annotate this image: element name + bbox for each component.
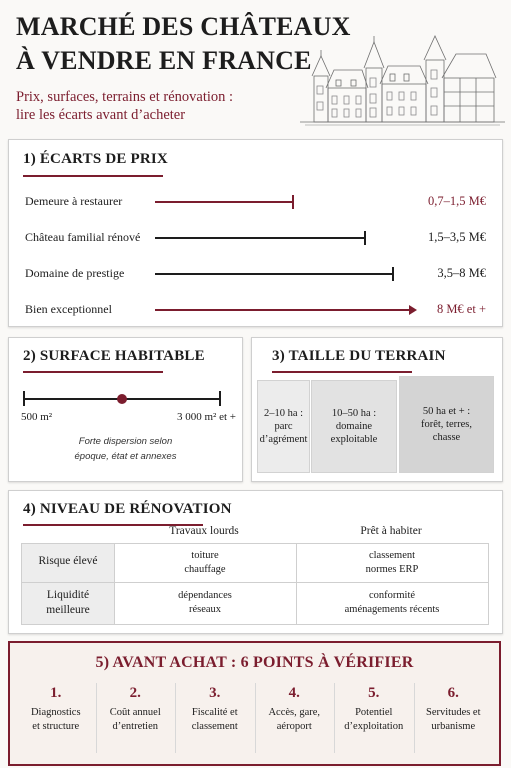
- price-range-end-tick: [392, 267, 394, 281]
- renovation-title: 4) NIVEAU DE RÉNOVATION: [23, 501, 232, 517]
- step-text-line: classement: [191, 721, 238, 732]
- col-ready-header: Prêt à habiter: [360, 525, 422, 537]
- land-size-title: 3) TAILLE DU TERRAIN: [272, 348, 446, 364]
- price-row-value: 3,5–8 M€: [437, 266, 486, 280]
- price-row-label: Demeure à restaurer: [25, 194, 123, 208]
- land-box-large-line-3: chasse: [432, 432, 461, 443]
- step-text-line: Potentiel: [355, 707, 393, 718]
- cell-line: aménagements récents: [344, 604, 440, 615]
- checklist-step: [414, 683, 494, 759]
- cell-line: dépendances: [178, 590, 232, 601]
- label-line: meilleure: [46, 604, 90, 616]
- price-row-value: 8 M€ et +: [436, 302, 486, 316]
- row-risk-label: Risque élevé: [38, 555, 98, 567]
- step-text-line: d’entretien: [112, 721, 158, 732]
- area-min-label: 500 m²: [21, 411, 53, 423]
- land-box-small-line-3: d’agrément: [259, 434, 308, 445]
- arrow-head-icon: [409, 305, 417, 315]
- land-box-medium-line-2: domaine: [335, 421, 373, 432]
- checklist-step: [175, 683, 255, 759]
- step-text: [414, 706, 494, 734]
- area-note-line-1: Forte dispersion selon: [78, 436, 173, 447]
- land-box-small-line-2: parc: [274, 421, 293, 432]
- subtitle-line-2: lire les écarts avant d’acheter: [16, 107, 186, 123]
- price-row: [9, 228, 502, 248]
- label-line: Liquidité: [46, 589, 90, 601]
- cell-line: conformité: [368, 590, 416, 601]
- subtitle-line-1: Prix, surfaces, terrains et rénovation :: [16, 89, 234, 105]
- price-range-end-tick: [292, 195, 294, 209]
- checklist-step: [16, 683, 96, 759]
- living-area-panel: [8, 337, 243, 482]
- land-box-medium-line-3: exploitable: [330, 434, 378, 445]
- cell-line: toiture: [191, 550, 219, 561]
- title-underline: [23, 371, 163, 373]
- step-text: [334, 706, 414, 734]
- checklist-steps: [16, 683, 493, 759]
- land-size-panel: [251, 337, 503, 482]
- row-risk: [22, 544, 488, 583]
- land-box-medium-line-1: 10–50 ha :: [331, 408, 377, 419]
- title-underline: [23, 175, 163, 177]
- row-liquidity: [22, 583, 488, 624]
- table-col-divider: [296, 544, 297, 624]
- step-text-line: d’exploitation: [344, 721, 404, 732]
- step-number: 2.: [129, 685, 141, 701]
- step-text: [255, 706, 335, 734]
- table-col-divider: [114, 544, 115, 624]
- price-range-bar: [155, 201, 293, 203]
- area-marker-dot: [117, 394, 127, 404]
- price-gaps-panel: [8, 139, 503, 327]
- living-area-title: 2) SURFACE HABITABLE: [23, 348, 205, 364]
- step-text-line: Diagnostics: [30, 707, 81, 718]
- price-range-bar: [155, 237, 365, 239]
- step-text-line: Accès, gare,: [268, 707, 321, 718]
- land-box-small-line-1: 2–10 ha :: [263, 408, 304, 419]
- checklist-step: [96, 683, 176, 759]
- cell-line: réseaux: [188, 604, 222, 615]
- price-row-label: Château familial rénové: [25, 230, 141, 244]
- title-underline: [272, 371, 412, 373]
- area-scale-tick-left: [23, 391, 25, 406]
- land-box-large-line-2: forêt, terres,: [420, 419, 472, 430]
- land-box-large: [399, 376, 494, 473]
- area-note: [9, 434, 242, 464]
- area-max-label: 3 000 m² et +: [177, 411, 236, 423]
- checklist-panel: [8, 641, 501, 766]
- checklist-step: [255, 683, 335, 759]
- step-text-line: et structure: [32, 721, 80, 732]
- cell-line: classement: [368, 550, 416, 561]
- step-number: 6.: [447, 685, 459, 701]
- step-text-line: Fiscalité et: [191, 707, 238, 718]
- step-text: [16, 706, 96, 734]
- row-liquidity-heavy: [114, 589, 296, 617]
- step-text: [96, 706, 176, 734]
- checklist-title: 5) AVANT ACHAT : 6 POINTS À VÉRIFIER: [95, 654, 414, 671]
- title-line-1: MARCHÉ DES CHÂTEAUX: [16, 12, 351, 41]
- step-text-line: aéroport: [276, 721, 312, 732]
- step-number: 5.: [368, 685, 380, 701]
- step-number: 4.: [288, 685, 300, 701]
- price-row-label: Bien exceptionnel: [25, 302, 112, 316]
- land-box-small: [257, 380, 310, 473]
- step-text-line: urbanisme: [431, 721, 476, 732]
- col-heavy-works-header: Travaux lourds: [169, 525, 239, 537]
- step-text-line: Coût annuel: [109, 707, 161, 718]
- cell-line: chauffage: [184, 564, 226, 575]
- price-row: [9, 300, 502, 320]
- land-box-medium: [311, 380, 397, 473]
- row-liquidity-ready: [296, 589, 488, 617]
- row-risk-heavy: [114, 549, 296, 577]
- price-range-bar: [155, 273, 393, 275]
- step-number: 1.: [50, 685, 62, 701]
- land-box-large-line-1: 50 ha et + :: [422, 406, 471, 417]
- price-range-bar: [155, 309, 411, 311]
- price-row: [9, 264, 502, 284]
- renovation-table: [21, 543, 489, 625]
- price-row-value: 1,5–3,5 M€: [428, 230, 486, 244]
- renovation-panel: [8, 490, 503, 634]
- area-scale-tick-right: [219, 391, 221, 406]
- step-text: [175, 706, 255, 734]
- row-risk-ready: [296, 549, 488, 577]
- checklist-step: [334, 683, 414, 759]
- row-liquidity-label: [22, 588, 114, 618]
- price-row: [9, 192, 502, 212]
- step-number: 3.: [209, 685, 221, 701]
- title-line-2: À VENDRE EN FRANCE: [16, 46, 312, 75]
- price-range-end-tick: [364, 231, 366, 245]
- area-note-line-2: époque, état et annexes: [74, 451, 177, 462]
- cell-line: normes ERP: [365, 564, 419, 575]
- price-row-value: 0,7–1,5 M€: [428, 194, 486, 208]
- step-text-line: Servitudes et: [425, 707, 481, 718]
- price-row-label: Domaine de prestige: [25, 266, 125, 280]
- castle-illustration: [300, 34, 505, 126]
- page-subtitle: [16, 88, 233, 124]
- price-gaps-title: 1) ÉCARTS DE PRIX: [23, 151, 168, 167]
